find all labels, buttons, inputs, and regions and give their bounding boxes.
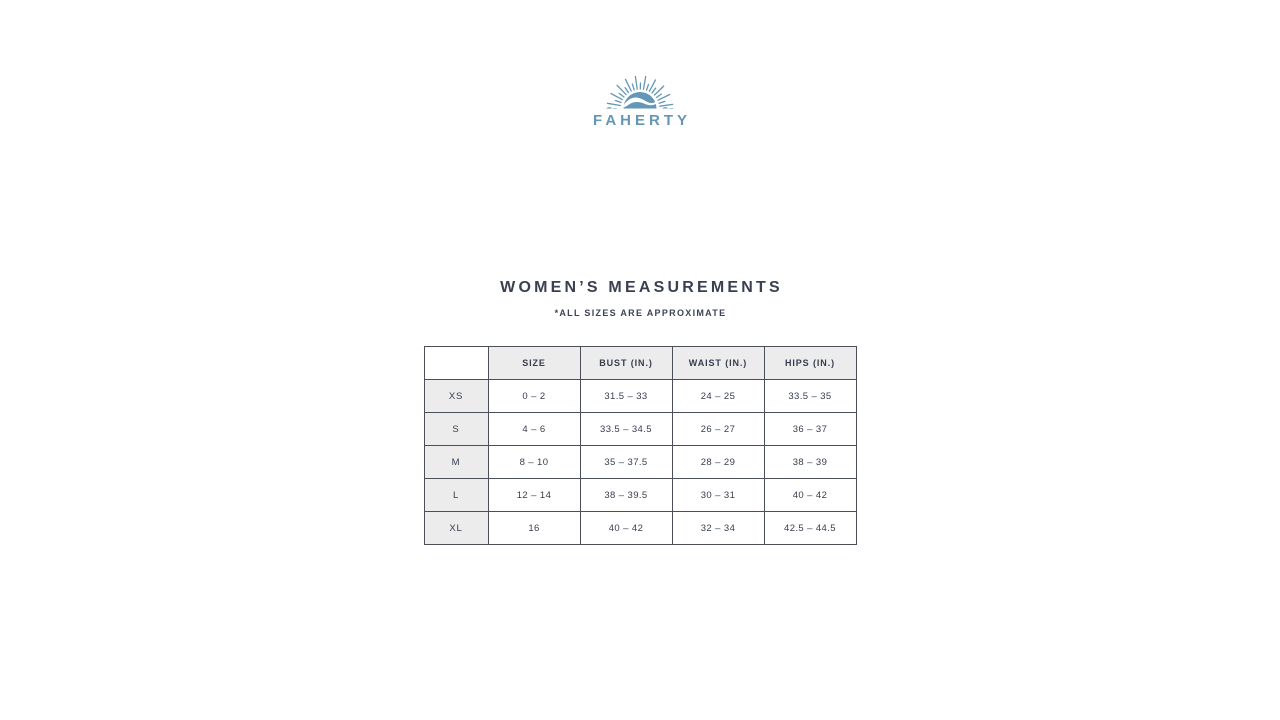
size-chart-wrapper — [0, 346, 1280, 545]
column-header-bust: BUST (IN.) — [580, 347, 672, 380]
cell-bust: 40 – 42 — [580, 512, 672, 545]
corner-cell — [424, 347, 488, 380]
page-title: WOMEN’S MEASUREMENTS — [500, 279, 783, 296]
brand-logo — [0, 76, 1280, 129]
table-header-row — [424, 347, 856, 380]
cell-bust: 38 – 39.5 — [580, 479, 672, 512]
table-row-xl — [424, 512, 856, 545]
table-row-s — [424, 413, 856, 446]
cell-waist: 24 – 25 — [672, 380, 764, 413]
cell-waist: 28 – 29 — [672, 446, 764, 479]
sunrise-wave-icon — [600, 76, 680, 112]
row-label: M — [424, 446, 488, 479]
cell-waist: 26 – 27 — [672, 413, 764, 446]
page-subtitle: *ALL SIZES ARE APPROXIMATE — [554, 308, 727, 318]
column-header-waist: WAIST (IN.) — [672, 347, 764, 380]
row-label: XS — [424, 380, 488, 413]
table-row-m — [424, 446, 856, 479]
heading-block — [0, 279, 1280, 318]
cell-hips: 33.5 – 35 — [764, 380, 856, 413]
row-label: L — [424, 479, 488, 512]
row-label: S — [424, 413, 488, 446]
cell-size: 12 – 14 — [488, 479, 580, 512]
cell-size: 8 – 10 — [488, 446, 580, 479]
cell-size: 16 — [488, 512, 580, 545]
cell-waist: 30 – 31 — [672, 479, 764, 512]
cell-hips: 40 – 42 — [764, 479, 856, 512]
row-label: XL — [424, 512, 488, 545]
brand-wordmark: FAHERTY — [592, 112, 691, 129]
table-row-xs — [424, 380, 856, 413]
cell-hips: 38 – 39 — [764, 446, 856, 479]
cell-bust: 35 – 37.5 — [580, 446, 672, 479]
cell-waist: 32 – 34 — [672, 512, 764, 545]
cell-bust: 33.5 – 34.5 — [580, 413, 672, 446]
column-header-hips: HIPS (IN.) — [764, 347, 856, 380]
cell-size: 0 – 2 — [488, 380, 580, 413]
cell-hips: 36 – 37 — [764, 413, 856, 446]
cell-hips: 42.5 – 44.5 — [764, 512, 856, 545]
column-header-size: SIZE — [488, 347, 580, 380]
cell-bust: 31.5 – 33 — [580, 380, 672, 413]
table-row-l — [424, 479, 856, 512]
size-chart-table — [424, 346, 857, 545]
cell-size: 4 – 6 — [488, 413, 580, 446]
